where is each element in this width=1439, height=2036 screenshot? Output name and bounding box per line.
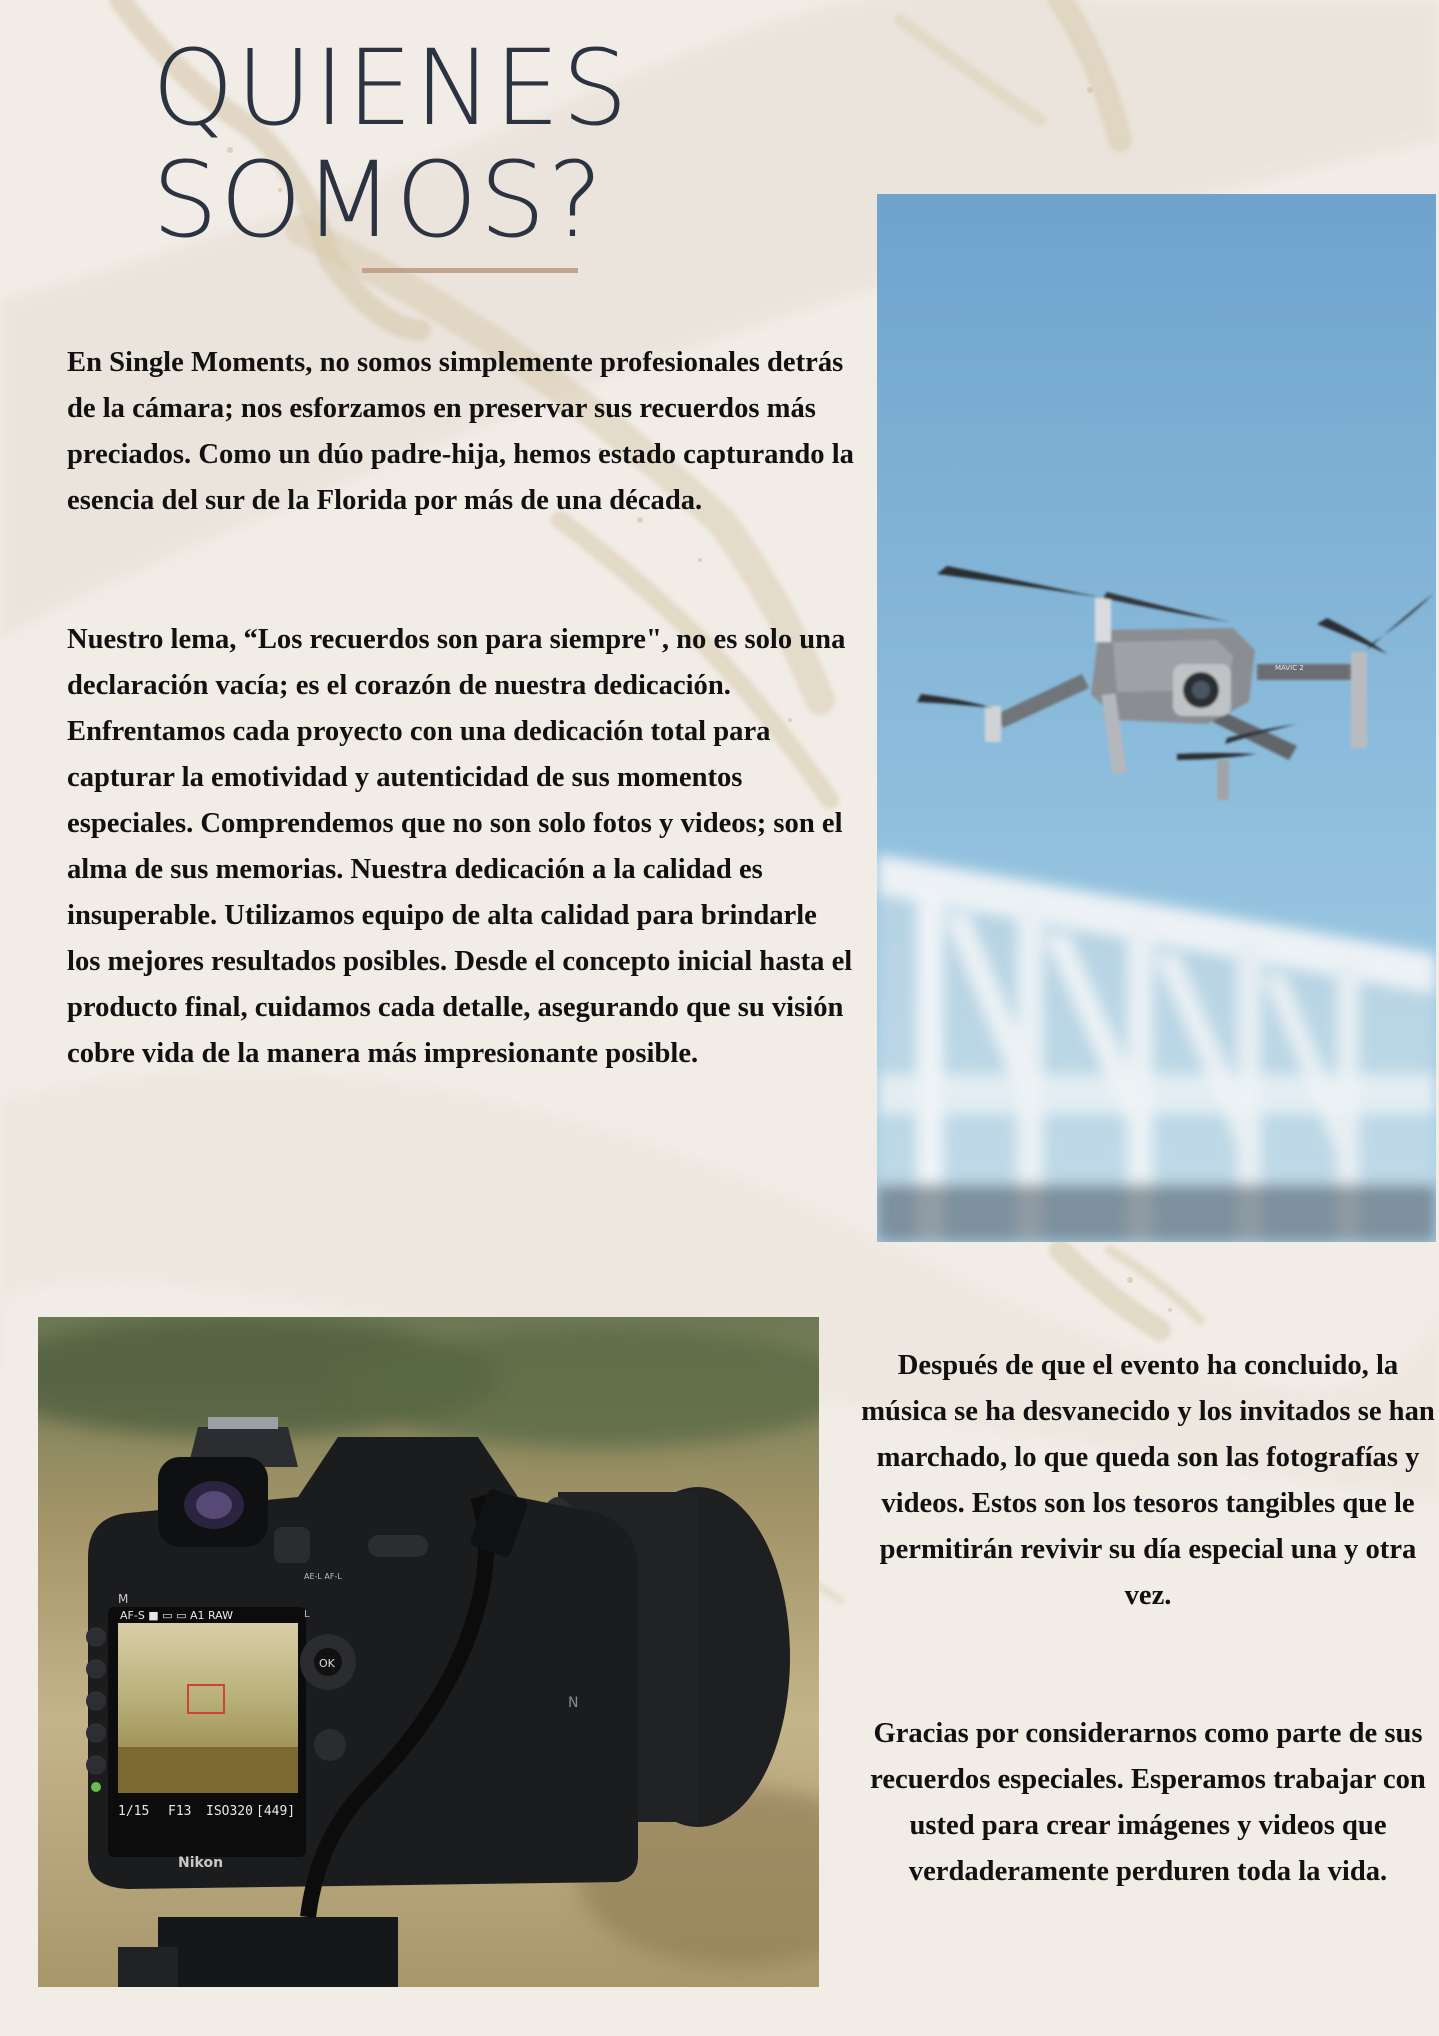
after-event-paragraph: Después de que el evento ha concluido, la música se ha desvanecido y los invitados se han marchado, lo que queda son las fotografías y videos. Estos son los tesoros tangibles que le permitirán revivir su día especial una y otra vez.: [861, 1350, 1435, 1611]
lcd-count-readout: [449]: [256, 1804, 296, 1819]
motto-paragraph: Nuestro lema, “Los recuerdos son para siempre", no es solo una declaración vacía; es el corazón de nuestra dedicación. Enfrentamos cada proyecto con una dedicación total para capturar la emotividad y autenticidad de sus momentos especiales. Comprendemos que no son solo fotos y videos; son el alma de sus memorias. Nuestra dedicación a la calidad es insuperable. Utilizamos equipo de alta calidad para brindarle los mejores resultados posibles. Desde el concepto inicial hasta el producto final, cuidamos cada detalle, asegurando que su visión cobre vida de la manera más impresionante posible.: [67, 624, 853, 1069]
lcd-top-readout: AF-S ■ ▭ ▭ A1 RAW: [120, 1609, 233, 1622]
intro-paragraph: En Single Moments, no somos simplemente profesionales detrás de la cámara; nos esforzamos en preservar sus recuerdos más preciados. Como un dúo padre-hija, hemos estado capturando la esencia del sur de la Florida por más de una década.: [67, 347, 854, 516]
drone-model-label: MAVIC 2: [1275, 664, 1304, 672]
camera-photo: [38, 1317, 819, 1987]
lcd-shutter-readout: 1/15: [118, 1804, 150, 1819]
ok-button-label: OK: [319, 1657, 335, 1670]
drone-photo: [877, 194, 1436, 1242]
camera-brand-label: Nikon: [178, 1855, 224, 1871]
page-title: QUIENES SOMOS?: [152, 27, 630, 261]
lcd-iso-readout: ISO320: [206, 1804, 253, 1819]
nfc-label: N: [568, 1695, 579, 1711]
ael-button-label: AE-L AF-L: [304, 1572, 342, 1581]
thanks-paragraph: Gracias por considerarnos como parte de sus recuerdos especiales. Esperamos trabajar con usted para crear imágenes y videos que verdaderamente perduren toda la vida.: [870, 1718, 1426, 1887]
lcd-aperture-readout: F13: [168, 1804, 192, 1819]
mode-label: M: [118, 1592, 129, 1606]
lock-label: L: [304, 1609, 310, 1620]
title-underline: [362, 268, 578, 273]
